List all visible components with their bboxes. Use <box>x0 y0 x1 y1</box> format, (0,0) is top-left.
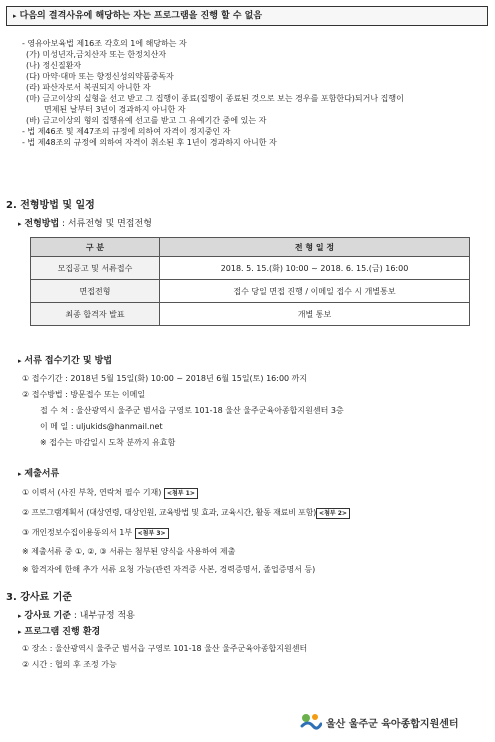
receipt-list <box>22 371 344 451</box>
fee-line <box>18 610 135 622</box>
method-value: : 서류전형 및 면접전형 <box>59 219 152 229</box>
env-line: ① 장소 : 울산광역시 울주군 범서읍 구영로 101-18 울산 울주군육아종합지원센터 <box>22 644 308 653</box>
docs-title-text: 제출서류 <box>24 469 60 479</box>
disqualify-title-text: 다음의 결격사유에 해당하는 자는 프로그램을 진행 할 수 없음 <box>19 11 263 21</box>
table-header-cell: 전 형 일 정 <box>160 238 470 257</box>
disqualify-line: - 영유아보육법 제16조 각호의 1에 해당하는 자 <box>22 39 187 48</box>
disqualify-line: (나) 정신질환자 <box>26 61 82 70</box>
table-cell-category: 최종 합격자 발표 <box>31 303 160 326</box>
doc-item-text: ③ 개인정보수집이용동의서 1부 <box>22 528 133 537</box>
attachment-tag: <첨부 3> <box>135 528 169 539</box>
table-header-row <box>31 238 470 257</box>
disqualify-line: - 법 제46조 및 제47조의 규정에 의하여 자격이 정지중인 자 <box>22 127 231 136</box>
receipt-title <box>18 355 112 367</box>
table-header-cell: 구 분 <box>31 238 160 257</box>
triangle-bullet-icon: ▸ <box>13 12 17 20</box>
disqualify-box <box>6 6 488 26</box>
table-cell-category: 모집공고 및 서류접수 <box>31 257 160 280</box>
receipt-line: 접 수 처 : 울산광역시 울주군 범서읍 구영로 101-18 울산 울주군육아종합지원센터 3층 <box>40 406 344 415</box>
doc-item <box>22 506 350 520</box>
table-cell-schedule: 접수 당일 면접 진행 / 이메일 접수 시 개별통보 <box>160 280 470 303</box>
method-label: 전형방법 <box>24 219 60 229</box>
receipt-line: 이 메 일 : uljukids@hanmail.net <box>40 422 163 431</box>
env-title-text: 프로그램 진행 환경 <box>24 627 101 637</box>
method-line <box>18 218 152 230</box>
docs-title <box>18 468 59 480</box>
triangle-bullet-icon: ▸ <box>18 357 22 365</box>
table-cell-category: 면접전형 <box>31 280 160 303</box>
doc-item-text: ① 이력서 (사진 부착, 연락처 필수 기재) <box>22 488 162 497</box>
disqualify-line: (라) 파산자로서 복권되지 아니한 자 <box>26 83 151 92</box>
org-logo-icon <box>300 712 322 732</box>
disqualify-list <box>22 38 404 148</box>
disqualify-line: (다) 마약·대마 또는 향정신성의약품중독자 <box>26 72 174 81</box>
disqualify-line: (가) 미성년자,금치산자 또는 한정치산자 <box>26 50 167 59</box>
disqualify-line: (바) 금고이상의 형의 집행유예 선고를 받고 그 유예기간 중에 있는 자 <box>26 116 267 125</box>
docs-note: ※ 제출서류 중 ①, ②, ③ 서류는 첨부된 양식을 사용하여 제출 <box>22 547 236 556</box>
section3-heading: 3. 강사료 기준 <box>6 592 73 603</box>
disqualify-line: 면제된 날부터 3년이 경과하지 아니한 자 <box>44 105 186 114</box>
env-line: ② 시간 : 협의 후 조정 가능 <box>22 660 117 669</box>
doc-item <box>22 486 198 500</box>
table-row <box>31 280 470 303</box>
triangle-bullet-icon: ▸ <box>18 220 22 228</box>
table-row <box>31 303 470 326</box>
table-cell-schedule: 개별 통보 <box>160 303 470 326</box>
env-list <box>22 641 307 673</box>
triangle-bullet-icon: ▸ <box>18 612 22 620</box>
doc-item <box>22 526 169 540</box>
attachment-tag: <첨부 2> <box>316 508 350 519</box>
receipt-line: ② 접수방법 : 방문접수 또는 이메일 <box>22 390 146 399</box>
footer-logo <box>300 711 490 733</box>
fee-value: : 내부규정 적용 <box>71 611 135 621</box>
footer-org-name: 울산 울주군 육아종합지원센터 <box>326 719 459 730</box>
table-cell-schedule: 2018. 5. 15.(화) 10:00 ~ 2018. 6. 15.(금) 16:00 <box>160 257 470 280</box>
disqualify-title <box>13 10 262 22</box>
attachment-tag: <첨부 1> <box>164 488 198 499</box>
receipt-line: ※ 접수는 마감일시 도착 분까지 유효함 <box>40 438 176 447</box>
receipt-title-text: 서류 접수기간 및 방법 <box>24 356 113 366</box>
triangle-bullet-icon: ▸ <box>18 470 22 478</box>
section2-heading: 2. 전형방법 및 일정 <box>6 200 95 211</box>
disqualify-line: - 법 제48조의 규정에 의하여 자격이 취소된 후 1년이 경과하지 아니한 자 <box>22 138 277 147</box>
receipt-line: ① 접수기간 : 2018년 5월 15일(화) 10:00 ~ 2018년 6월 15일(토) 16:00 까지 <box>22 374 308 383</box>
fee-label: 강사료 기준 <box>24 611 71 621</box>
env-title <box>18 626 100 638</box>
doc-item-text: ② 프로그램계획서 (대상연령, 대상인원, 교육방법 및 효과, 교육시간, 활동 재료비 포함) <box>22 508 317 517</box>
schedule-table <box>30 237 470 326</box>
triangle-bullet-icon: ▸ <box>18 628 22 636</box>
disqualify-line: (마) 금고이상의 실형을 선고 받고 그 집행이 종료(집행이 종료된 것으로 보는 경우를 포함한다)되거나 집행이 <box>26 94 404 103</box>
table-row <box>31 257 470 280</box>
docs-note: ※ 합격자에 한해 추가 서류 요청 가능(관련 자격증 사본, 경력증명서, 졸업증명서 등) <box>22 565 316 574</box>
